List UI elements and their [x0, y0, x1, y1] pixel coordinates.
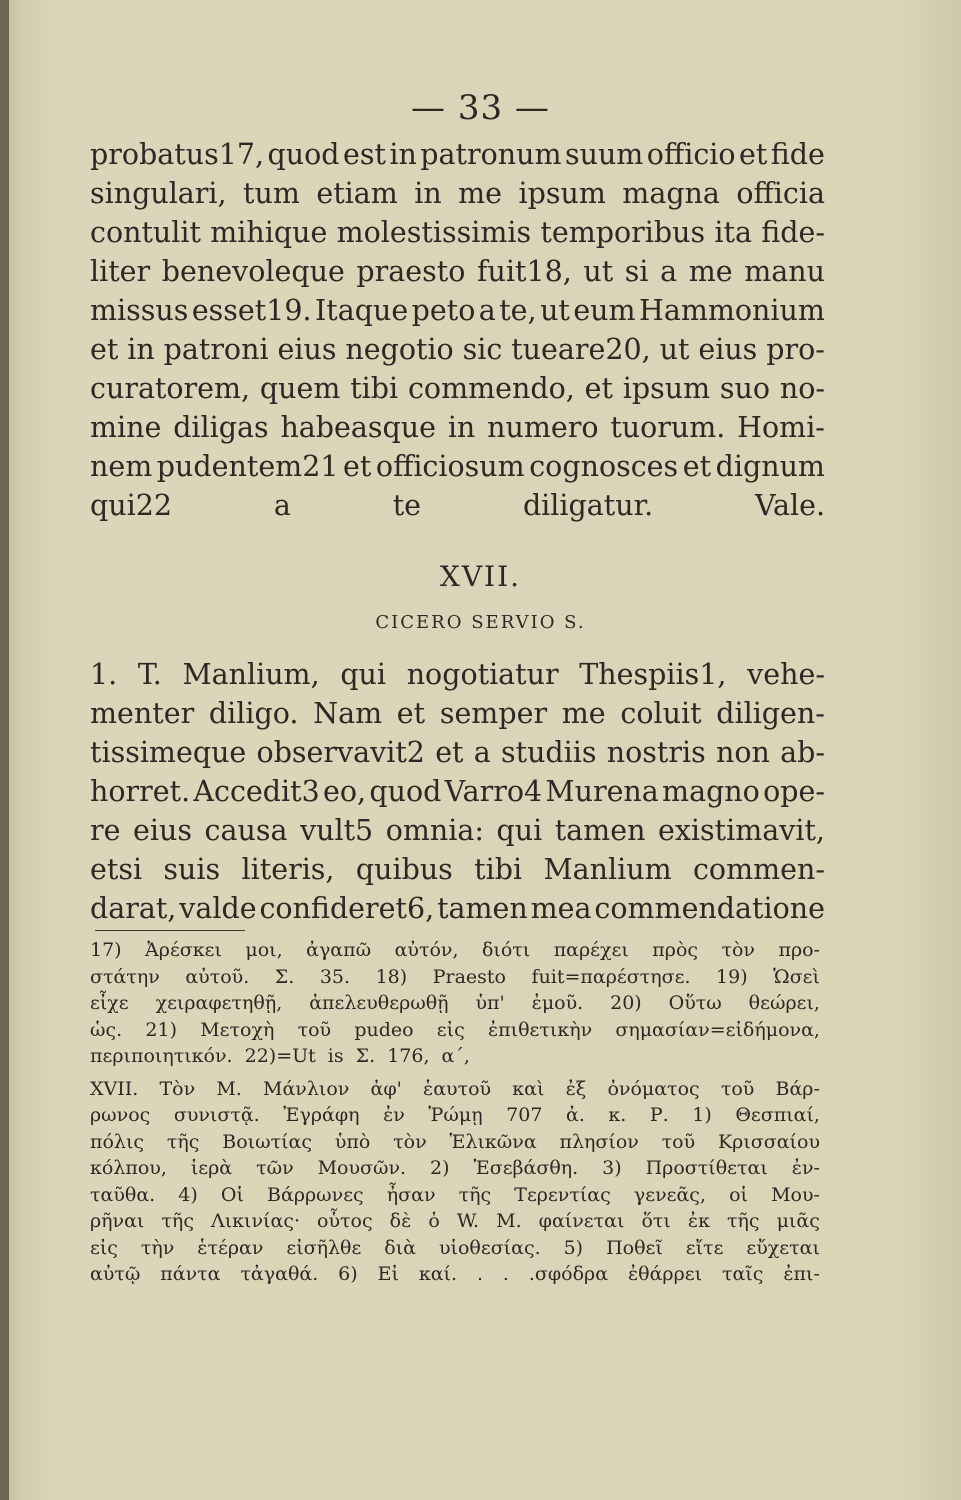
text-line: nem pudentem21 et officiosum cognosces et dignum [90, 450, 825, 483]
footnote-line: κόλπου, ἱερὰ τῶν Μουσῶν. 2) Ἐσεβάσθη. 3) Προστίθεται ἐν- [90, 1157, 820, 1179]
footnote-line: XVII. Τὸν Μ. Μάνλιον ἀφ' ἑαυτοῦ καὶ ἐξ ὀνόματος τοῦ Βάρ- [90, 1077, 820, 1100]
text-line: qui22 a te diligatur. Vale. [90, 489, 825, 522]
page-number: — 33 — [411, 88, 550, 128]
text-line: contulit mihique molestissimis temporibus ita fide- [90, 216, 825, 249]
text-line: curatorem, quem tibi commendo, et ipsum suo no- [90, 372, 825, 405]
letter-number: XVII. [439, 560, 522, 593]
footnote-line: ρωνος συνιστᾷ. Ἐγράφη ἐν Ῥώμῃ 707 ἀ. κ. Ρ. 1) Θεσπιαί, [90, 1104, 820, 1126]
footnote-divider [95, 930, 245, 931]
letter-body [90, 655, 825, 928]
footnote-line: ὡς. 21) Μετοχὴ τοῦ pudeo εἰς ἐπιθετικὴν σημασίαν=εἰδήμονα, [90, 1018, 820, 1041]
text-line: horret. Accedit3 eo, quod Varro4 Murena magno ope- [90, 775, 825, 808]
text-line: et in patroni eius negotio sic tueare20, ut eius pro- [90, 333, 825, 366]
text-line: menter diligo. Nam et semper me coluit diligen- [90, 697, 825, 730]
footnote-line: 17) Ἀρέσκει μοι, ἀγαπῶ αὐτόν, διότι παρέχει πρὸς τὸν προ- [90, 939, 820, 961]
text-line: liter benevoleque praesto fuit18, ut si a me manu [90, 255, 825, 288]
footnote-line: εἶχε χειραφετηθῇ, ἀπελευθερωθῇ ὑπ' ἐμοῦ. 20) Οὕτω θεώρει, [90, 992, 820, 1014]
text-line: re eius causa vult5 omnia: qui tamen existimavit, [90, 814, 825, 847]
text-line: tissimeque observavit2 et a studiis nostris non ab- [90, 736, 825, 769]
footnote-line [90, 1288, 820, 1315]
footnote-line: ρῆναι τῆς Λικινίας· οὗτος δὲ ὁ W. M. φαίνεται ὅτι ἐκ τῆς μιᾶς [90, 1210, 820, 1232]
letter-title: CICERO SERVIO S. [375, 612, 586, 633]
text-line [90, 525, 825, 564]
page-spine-edge [0, 0, 9, 1500]
footnote-line: στάτην αὐτοῦ. Σ. 35. 18) Praesto fuit=παρέστησε. 19) Ὡσεὶ [90, 965, 820, 988]
footnote-line: ταῦθα. 4) Οἱ Βάρρωνες ἦσαν τῆς Τερεντίας γενεᾶς, οἱ Μου- [90, 1183, 820, 1206]
letter-continuation [90, 135, 825, 564]
footnote-line: περιποιητικόν. 22)=Ut is Σ. 176, α΄, [90, 1045, 470, 1067]
footnote-line: εἰς τὴν ἑτέραν εἰσῆλθε διὰ υἱοθεσίας. 5) Ποθεῖ εἴτε εὔχεται [90, 1236, 820, 1259]
text-line: darat, valde confideret6, tamen mea commendatione [90, 892, 825, 925]
text-line: 1. T. Manlium, qui nogotiatur Thespiis1, vehe- [90, 658, 825, 691]
footnote-line: αὐτῷ πάντα τἀγαθά. 6) Εἰ καί. . . .σφόδρα ἐθάρρει ταῖς ἐπι- [90, 1263, 820, 1285]
text-line: mine diligas habeasque in numero tuorum. Homi- [90, 411, 825, 444]
text-line: probatus17, quod est in patronum suum officio et fide [90, 138, 825, 171]
text-line: singulari, tum etiam in me ipsum magna officia [90, 177, 825, 210]
footnotes [90, 937, 820, 1314]
text-line: missus esset19. Itaque peto a te, ut eum Hammonium [90, 294, 825, 327]
text-line: etsi suis literis, quibus tibi Manlium commen- [90, 853, 825, 886]
footnote-line: πόλις τῆς Βοιωτίας ὑπὸ τὸν Ἑλικῶνα πλησίον τοῦ Κρισσαίου [90, 1130, 820, 1153]
